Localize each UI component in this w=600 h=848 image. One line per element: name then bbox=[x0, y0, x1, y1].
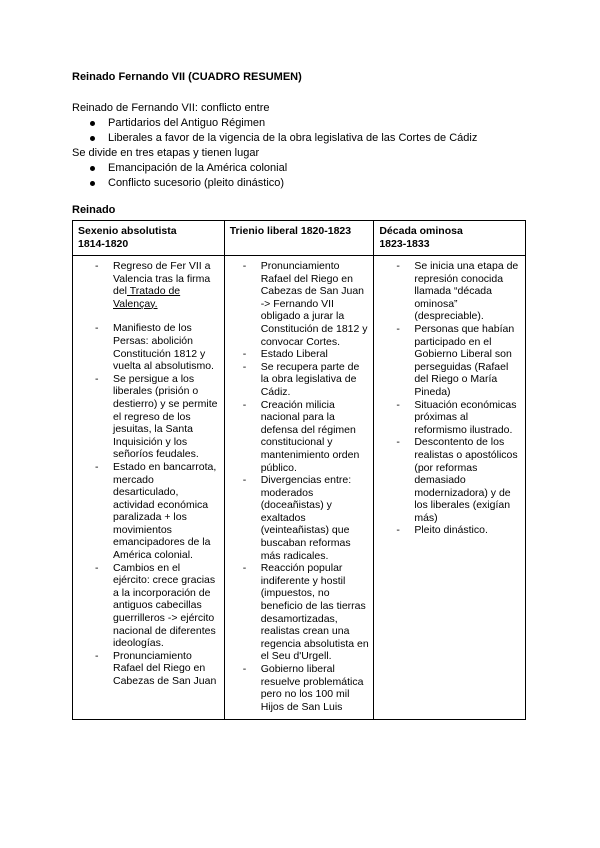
list-item: - Creación milicia nacional para la defensa del régimen constitucional y mantenimiento orden público. bbox=[229, 399, 370, 475]
list-item: - Pronunciamiento Rafael del Riego en Cabezas de San Juan -> Fernando VII obligado a jurar la Constitución de 1812 y convocar Cortes. bbox=[229, 260, 370, 348]
decada-list bbox=[378, 260, 521, 537]
list-item bbox=[77, 260, 220, 310]
table-row bbox=[73, 256, 526, 720]
cell-decada bbox=[374, 256, 526, 720]
list-item: - Situación económicas próximas al reformismo ilustrado. bbox=[378, 399, 521, 437]
list-item: Liberales a favor de la vigencia de la obra legislativa de las Cortes de Cádiz bbox=[72, 131, 477, 146]
intro-line-2: Se divide en tres etapas y tienen lugar bbox=[72, 147, 260, 159]
list-item: - Manifiesto de los Persas: abolición Constitución 1812 y vuelta al absolutismo. bbox=[77, 322, 220, 372]
header-years: 1823-1833 bbox=[379, 237, 430, 250]
treaty-link: Tratado de Valençay. bbox=[113, 285, 181, 310]
page-title: Reinado Fernando VII (CUADRO RESUMEN) bbox=[72, 71, 302, 83]
intro-line-1: Reinado de Fernando VII: conflicto entre bbox=[72, 102, 270, 114]
trienio-list bbox=[229, 260, 370, 713]
table-header-row bbox=[73, 221, 526, 256]
intro-bullets-1 bbox=[72, 116, 477, 146]
list-item: - Personas que habían participado en el Gobierno Liberal son perseguidas (Rafael del Riego o María Pineda) bbox=[378, 323, 521, 399]
summary-table bbox=[72, 220, 526, 720]
item-text: Regreso de Fer VII a Valencia tras la firma del bbox=[113, 260, 211, 298]
list-item: - Gobierno liberal resuelve problemática pero no los 100 mil Hijos de San Luis bbox=[229, 663, 370, 713]
cell-sexenio bbox=[73, 256, 225, 720]
list-item: - Reacción popular indiferente y hostil (impuestos, no beneficio de las tierras desamortizadas, realistas crean una regencia absolutista en el Seu d'Urgell. bbox=[229, 562, 370, 663]
header-years: 1814-1820 bbox=[78, 237, 129, 250]
list-item: - Cambios en el ejército: crece gracias a la incorporación de antiguos cabecillas guerrilleros -> ejército nacional de diferentes ideologías. bbox=[77, 562, 220, 650]
list-item: Partidarios del Antiguo Régimen bbox=[72, 116, 477, 131]
list-item: - Se recupera parte de la obra legislativa de Cádiz. bbox=[229, 361, 370, 399]
list-item: - Se inicia una etapa de represión conocida llamada “década ominosa” (despreciable). bbox=[378, 260, 521, 323]
list-item: - Estado Liberal bbox=[229, 348, 370, 361]
list-item: - Se persigue a los liberales (prisión o destierro) y se permite el regreso de los jesuitas, la Santa Inquisición y los señoríos feudales. bbox=[77, 373, 220, 461]
list-item: Conflicto sucesorio (pleito dinástico) bbox=[72, 176, 477, 191]
section-title: Reinado bbox=[72, 204, 116, 216]
intro-block bbox=[72, 101, 477, 191]
list-item: - Divergencias entre: moderados (doceañistas) y exaltados (veinteañistas) que buscaban reformas más radicales. bbox=[229, 474, 370, 562]
header-name: Década ominosa bbox=[379, 225, 463, 237]
list-item: - Pleito dinástico. bbox=[378, 524, 521, 537]
intro-bullets-2 bbox=[72, 161, 477, 191]
list-item: Emancipación de la América colonial bbox=[72, 161, 477, 176]
list-item: - Descontento de los realistas o apostólicos (por reformas demasiado modernizadora) y de los liberales (exigían más) bbox=[378, 436, 521, 524]
header-sexenio bbox=[73, 221, 225, 256]
header-trienio bbox=[224, 221, 374, 256]
header-name: Sexenio absolutista bbox=[78, 225, 177, 237]
sexenio-list bbox=[77, 260, 220, 688]
list-item: - Estado en bancarrota, mercado desarticulado, actividad económica paralizada + los movimientos emancipadores de la América colonial. bbox=[77, 461, 220, 562]
header-decada bbox=[374, 221, 526, 256]
cell-trienio bbox=[224, 256, 374, 720]
list-item: - Pronunciamiento Rafael del Riego en Cabezas de San Juan bbox=[77, 650, 220, 688]
header-name: Trienio liberal 1820-1823 bbox=[229, 225, 352, 237]
